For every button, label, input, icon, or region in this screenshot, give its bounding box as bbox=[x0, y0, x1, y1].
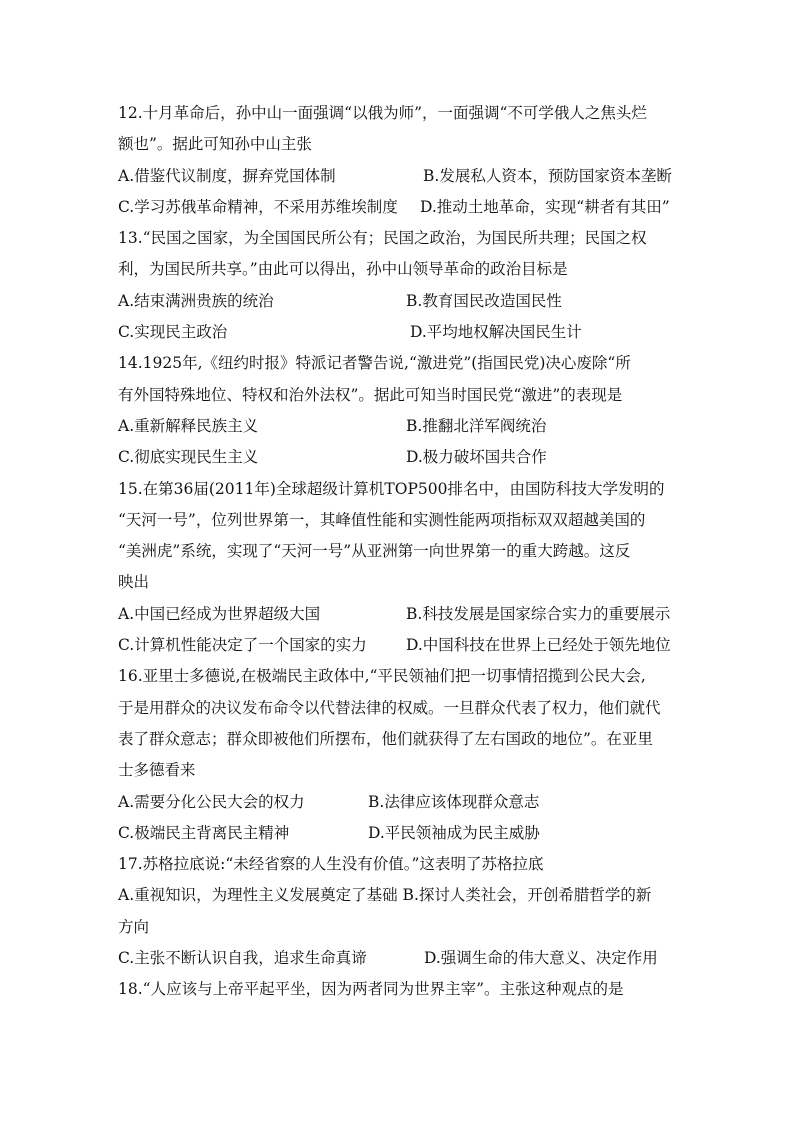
question-stem-line: 于是用群众的决议发布命令以代替法律的权威。一旦群众代表了权力，他们就代 bbox=[118, 698, 661, 717]
question-stem-line: 16.亚里士多德说,在极端民主政体中,“平民领袖们把一切事情招揽到公民大会, bbox=[118, 667, 646, 686]
option-row bbox=[118, 192, 698, 223]
option-row bbox=[118, 599, 698, 630]
option-c: C.彻底实现民生主义 bbox=[118, 448, 259, 467]
question-stem-line: “天河一号”，位列世界第一，其峰值性能和实测性能两项指标双双超越美国的 bbox=[118, 510, 646, 529]
option-d: D.强调生命的伟大意义、决定作用 bbox=[424, 949, 658, 968]
option-c: C.极端民主背离民主精神 bbox=[118, 823, 290, 842]
option-a: A.需要分化公民大会的权力 bbox=[118, 792, 305, 811]
option-b: B.发展私人资本，预防国家资本垄断 bbox=[423, 166, 672, 185]
option-ab-line: A.重视知识，为理性主义发展奠定了基础 B.探讨人类社会，开创希腊哲学的新 bbox=[118, 886, 652, 905]
question-stem-line: 利，为国民所共享。”由此可以得出，孙中山领导革命的政治目标是 bbox=[118, 260, 568, 279]
question-stem-line: 15.在第36届(2011年)全球超级计算机TOP500排名中，由国防科技大学发明的 bbox=[118, 479, 665, 498]
question-list bbox=[118, 98, 698, 1006]
option-row bbox=[118, 630, 698, 661]
option-row bbox=[118, 161, 698, 192]
option-b: B.法律应该体现群众意志 bbox=[368, 792, 540, 811]
option-row bbox=[118, 943, 698, 974]
question-stem-line: 有外国特殊地位、特权和治外法权”。据此可知当时国民党“激进”的表现是 bbox=[118, 385, 623, 404]
option-row bbox=[118, 411, 698, 442]
question-16 bbox=[118, 661, 698, 849]
question-18 bbox=[118, 974, 698, 1005]
question-stem-line: 12.十月革命后，孙中山一面强调“以俄为师”，一面强调“不可学俄人之焦头烂 bbox=[118, 104, 647, 122]
option-b: B.教育国民改造国民性 bbox=[406, 291, 562, 310]
option-b: B.科技发展是国家综合实力的重要展示 bbox=[406, 604, 671, 623]
question-14 bbox=[118, 348, 698, 473]
question-12 bbox=[118, 98, 698, 223]
option-d: D.极力破坏国共合作 bbox=[406, 448, 547, 467]
option-d: D.平均地权解决国民生计 bbox=[410, 323, 582, 342]
option-c: C.实现民主政治 bbox=[118, 323, 228, 342]
option-a: A.借鉴代议制度，摒弃党国体制 bbox=[118, 166, 336, 185]
option-c: C.主张不断认识自我，追求生命真谛 bbox=[118, 949, 367, 968]
question-stem-line: 17.苏格拉底说:“未经省察的人生没有价值。”这表明了苏格拉底 bbox=[118, 855, 544, 874]
question-stem-line: 士多德看来 bbox=[118, 761, 196, 780]
option-row bbox=[118, 818, 698, 849]
question-13 bbox=[118, 223, 698, 348]
question-15 bbox=[118, 474, 698, 662]
question-stem-line: “美洲虎”系统，实现了“天河一号”从亚洲第一向世界第一的重大跨越。这反 bbox=[118, 542, 631, 561]
question-stem-line: 18.“人应该与上帝平起平坐，因为两者同为世界主宰”。主张这种观点的是 bbox=[118, 980, 624, 999]
question-stem-line: 14.1925年,《纽约时报》特派记者警告说,“激进党”(指国民党)决心废除“所 bbox=[118, 354, 631, 373]
question-stem-line: 额也”。据此可知孙中山主张 bbox=[118, 135, 312, 154]
option-b: B.推翻北洋军阀统治 bbox=[406, 416, 547, 435]
option-d: D.推动土地革命，实现“耕者有其田” bbox=[420, 197, 670, 216]
option-row bbox=[118, 787, 698, 818]
question-stem-line: 13.“民国之国家，为全国国民所公有；民国之政治，为国民所共理；民国之权 bbox=[118, 229, 647, 248]
option-row bbox=[118, 317, 698, 348]
question-stem-line: 映出 bbox=[118, 573, 150, 592]
option-row bbox=[118, 442, 698, 473]
option-a: A.重新解释民族主义 bbox=[118, 416, 259, 435]
option-a: A.中国已经成为世界超级大国 bbox=[118, 604, 321, 623]
option-b-continuation: 方向 bbox=[118, 917, 150, 936]
option-a: A.结束满洲贵族的统治 bbox=[118, 291, 274, 310]
option-c: C.学习苏俄革命精神，不采用苏维埃制度 bbox=[118, 197, 398, 216]
question-stem-line: 表了群众意志；群众即被他们所摆布，他们就获得了左右国政的地位”。在亚里 bbox=[118, 729, 653, 748]
option-d: D.中国科技在世界上已经处于领先地位 bbox=[406, 636, 671, 655]
option-row bbox=[118, 286, 698, 317]
option-d: D.平民领袖成为民主威胁 bbox=[368, 823, 540, 842]
question-17 bbox=[118, 849, 698, 974]
option-c: C.计算机性能决定了一个国家的实力 bbox=[118, 636, 367, 655]
